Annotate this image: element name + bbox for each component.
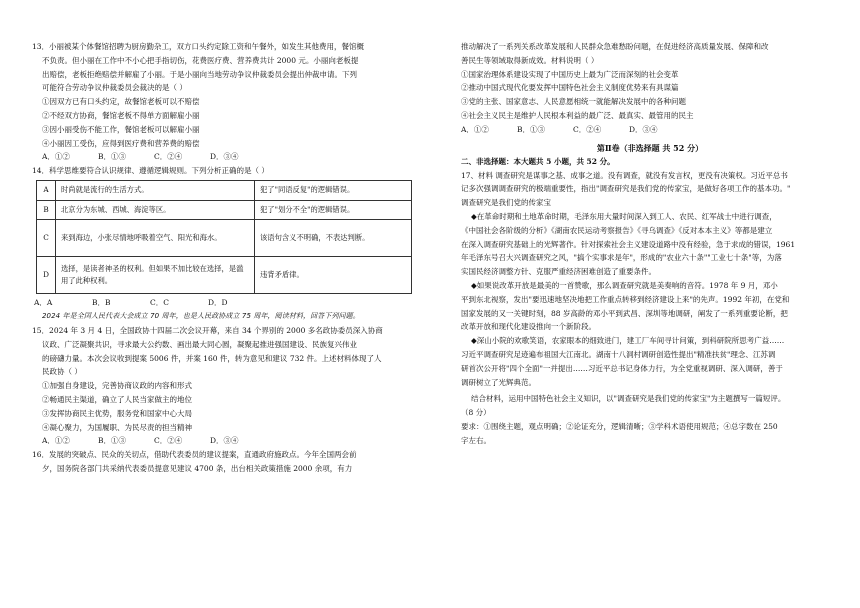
table-row: [37, 200, 412, 220]
q13-line: 13．小丽被某个体餐馆招聘为厨房勤杂工，双方口头约定除工资和午餐外，如发生其他费用，餐馆概: [32, 42, 365, 51]
row-text: 北京分为东城、西城、海淀等区。: [56, 200, 255, 220]
q14-options: [32, 296, 428, 310]
q15-options: [32, 434, 428, 448]
row-text: 选择，是读者神圣的权利。但如果不加比较在选择，是滥用了此种权利。: [56, 257, 255, 294]
option-a[interactable]: A．①②: [42, 436, 70, 446]
section-title: 第Ⅱ卷（非选择题 共 52 分）: [596, 142, 704, 153]
q17-line: 国家发展的又一关键时刻，88 岁高龄的邓小平到武昌、深圳等地调研，阐发了一系列重要论断，把: [461, 308, 788, 318]
q15-choice: ④凝心聚力，为国履职、为民尽责的担当精神: [42, 422, 192, 432]
q17-line: ◆如果说改革开放是最美的一首赞歌，那么调查研究就是美奏响的音符。1978 年 9 月，邓小: [471, 280, 778, 290]
q15-line: 的磅礴力量。本次会议收到提案 5006 件，并案 160 件，转为意见和建议 732 件。上述材料体现了人: [42, 353, 382, 363]
q14-stem: 14．科学思维要符合认识规律、遵循逻辑规则。下列分析正确的是（ ）: [32, 166, 269, 176]
q13-line: 不负责。但小丽在工作中不小心把手指切伤，花费医疗费、营养费共计 2000 元。小丽向老板提: [42, 55, 359, 65]
q17-requirements: 要求：①围绕主题，观点明确；②论证充分，逻辑清晰；③学科术语使用规范；④总字数在 250: [461, 421, 778, 431]
q17-line: 年毛泽东号召大兴调查研究之风，"搞个实事求是年"，形成的"农业六十条""工业七十条"等，为落: [461, 253, 782, 263]
option-b[interactable]: B．①③: [98, 436, 127, 446]
q15-choice: ③发挥协商民主优势，服务党和国家中心大局: [42, 408, 192, 418]
option-a[interactable]: A．A: [34, 298, 53, 308]
q13-choice: ②不经双方协商，餐馆老板不得单方面解雇小丽: [42, 110, 200, 120]
option-d[interactable]: D．③④: [629, 124, 658, 134]
q13-choice: ④小丽因工受伤，应得到医疗费和营养费的赔偿: [42, 138, 200, 148]
q16-choice: ③党的主张、国家意志、人民意愿相统一就能解决发展中的各种问题: [461, 97, 686, 107]
q17-task: 结合材料，运用中国特色社会主义知识，以"调查研究是我们党的传家宝"为主题撰写一篇短评。: [471, 394, 786, 404]
option-d[interactable]: D．D: [208, 298, 228, 308]
option-d[interactable]: D．③④: [210, 152, 239, 162]
option-d[interactable]: D．③④: [210, 436, 239, 446]
row-text: 时尚就是流行的生活方式。: [56, 181, 255, 201]
left-column: [32, 40, 428, 476]
table-row: [37, 181, 412, 201]
question-14: [32, 164, 428, 310]
q17-line: 在深入调查研究基础上的光辉著作。针对探索社会主义建设道路中没有经验，急于求成的错误，1961: [461, 239, 796, 249]
q13-line: 可能符合劳动争议仲裁委员会裁决的是（ ）: [42, 83, 187, 93]
q15-choice: ②畅通民主渠道，确立了人民当家做主的地位: [42, 394, 192, 404]
q17-requirements: 字左右。: [461, 435, 491, 445]
question-16-continued: [461, 40, 839, 137]
option-b[interactable]: B．B: [92, 298, 111, 308]
option-a[interactable]: A．①②: [42, 152, 70, 162]
q16-choice: ②推动中国式现代化要发挥中国特色社会主义制度优势来有具谋篇: [461, 83, 679, 93]
question-13: [32, 40, 428, 164]
q15-line: 15．2024 年 3 月 4 日，全国政协十四届二次会议开幕，来自 34 个界别的 2000 多名政协委员深入协商: [32, 325, 383, 335]
right-column: [461, 40, 839, 448]
row-text: 来到海边，小张尽情地呼吸着空气、阳光和海水。: [56, 220, 255, 257]
q17-line: 实国民经济调整方针、克服严重经济困难创造了重要条件。: [461, 267, 656, 277]
q16-line: 16．发展的突破点、民众的关切点，借助代表委员的建议提案，直通政府施政点。今年全国两会前: [32, 450, 357, 460]
q17-line: 研首次公开将"四个全面"一并提出……习近平总书记身体力行，为全党重视调研、深入调研，善于: [461, 363, 783, 373]
row-label: D: [37, 257, 56, 294]
q17-line: 习近平调查研究足迹遍布祖国大江南北。湖南十八洞村调研创造性提出"精准扶贫"理念、江苏调: [461, 349, 776, 359]
q15-line: 民政协（ ）: [42, 367, 82, 377]
q16-choice: ④社会主义民主是维护人民根本利益的最广泛、最真实、最管用的民主: [461, 110, 694, 120]
question-16: [32, 448, 428, 476]
q16-options: [461, 123, 839, 137]
q14-table: [36, 180, 412, 294]
section-subtitle: 二、非选择题：本大题共 5 小题，共 52 分。: [461, 156, 615, 166]
option-a[interactable]: A．①②: [461, 124, 489, 134]
row-analysis: 犯了"同语反复"的逻辑错误。: [255, 181, 412, 201]
row-analysis: 犯了"划分不全"的逻辑错误。: [255, 200, 412, 220]
option-c[interactable]: C．C: [150, 298, 169, 308]
option-b[interactable]: B．①③: [517, 124, 546, 134]
q17-line: 记多次强调调查研究的极端重要性，指出"调查研究是我们党的传家宝，是做好各项工作的基本功。": [461, 184, 791, 194]
table-row: [37, 220, 412, 257]
q17-line: ◆在革命时期和土地革命时期，毛泽东用大量时间深入到工人、农民、红军战士中进行调查，: [471, 211, 777, 221]
row-label: B: [37, 200, 56, 220]
q16-choice: ①国家治理体系建设实现了中国历史上最为广泛而深刻的社会变革: [461, 69, 679, 79]
q13-line: 出赔偿，老板拒绝赔偿并解雇了小丽。于是小丽向当地劳动争议仲裁委员会提出仲裁申请。下列: [42, 69, 357, 79]
q17-line: 平到东北视察，发出"要迅速地坚决地把工作重点转移到经济建设上来"的先声。1992 年初，在党和: [461, 294, 790, 304]
q17-line: 改革开放和现代化建设推向一个新阶段。: [461, 322, 596, 332]
question-15: [32, 324, 428, 448]
q13-options: [32, 150, 428, 164]
q17-task: （8 分）: [461, 408, 491, 418]
q16-line: 善民生等领域取得新成效。材料说明（ ）: [461, 55, 599, 65]
q17-line: 调研树立了光辉典范。: [461, 377, 536, 387]
q15-choice: ①加强自身建设，完善协商议政的内容和形式: [42, 381, 192, 391]
question-17: [461, 169, 839, 448]
section-intro: 2024 年是全国人民代表大会成立 70 周年，也是人民政协成立 75 周年，阅读材料，回答下列问题。: [42, 312, 360, 321]
q17-line: 《中国社会各阶级的分析》《湖南农民运动考察报告》《寻乌调查》《反对本本主义》等都是建立: [461, 225, 773, 235]
q16-line: 推动解决了一系列关系改革发展和人民群众急难愁盼问题，在促进经济高质量发展、保障和改: [461, 42, 769, 51]
q16-line: 夕，国务院各部门共采纳代表委员提意见建议 4700 条，出台相关政策措施 2000 余项，有力: [42, 464, 353, 474]
row-label: C: [37, 220, 56, 257]
option-c[interactable]: C．②④: [154, 436, 183, 446]
table-row: [37, 257, 412, 294]
q15-line: 议政、广泛凝聚共识，寻求最大公约数、画出最大同心圆，凝聚起推进强国建设、民族复兴伟业: [42, 339, 357, 349]
q13-choice: ①因双方已有口头约定，故餐馆老板可以不赔偿: [42, 97, 200, 107]
option-c[interactable]: C．②④: [154, 152, 183, 162]
q17-line: ◆深山小院的欢歌笑语，农家眼本的细致进门，建工厂车间寻计问策，到科研院所思考广益……: [471, 336, 785, 346]
row-analysis: 该语句含义不明确，不表达判断。: [255, 220, 412, 257]
q13-choice: ③因小丽受伤不能工作，餐馆老板可以解雇小丽: [42, 124, 200, 134]
q17-subheading: 调查研究是我们党的传家宝: [461, 198, 551, 208]
row-label: A: [37, 181, 56, 201]
q17-line: 17、材料 调查研究是谋事之基、成事之道。没有调查，就没有发言权，更没有决策权。习近平总书: [461, 170, 788, 180]
option-c[interactable]: C．②④: [573, 124, 602, 134]
option-b[interactable]: B．①③: [98, 152, 127, 162]
row-analysis: 违背矛盾律。: [255, 257, 412, 294]
